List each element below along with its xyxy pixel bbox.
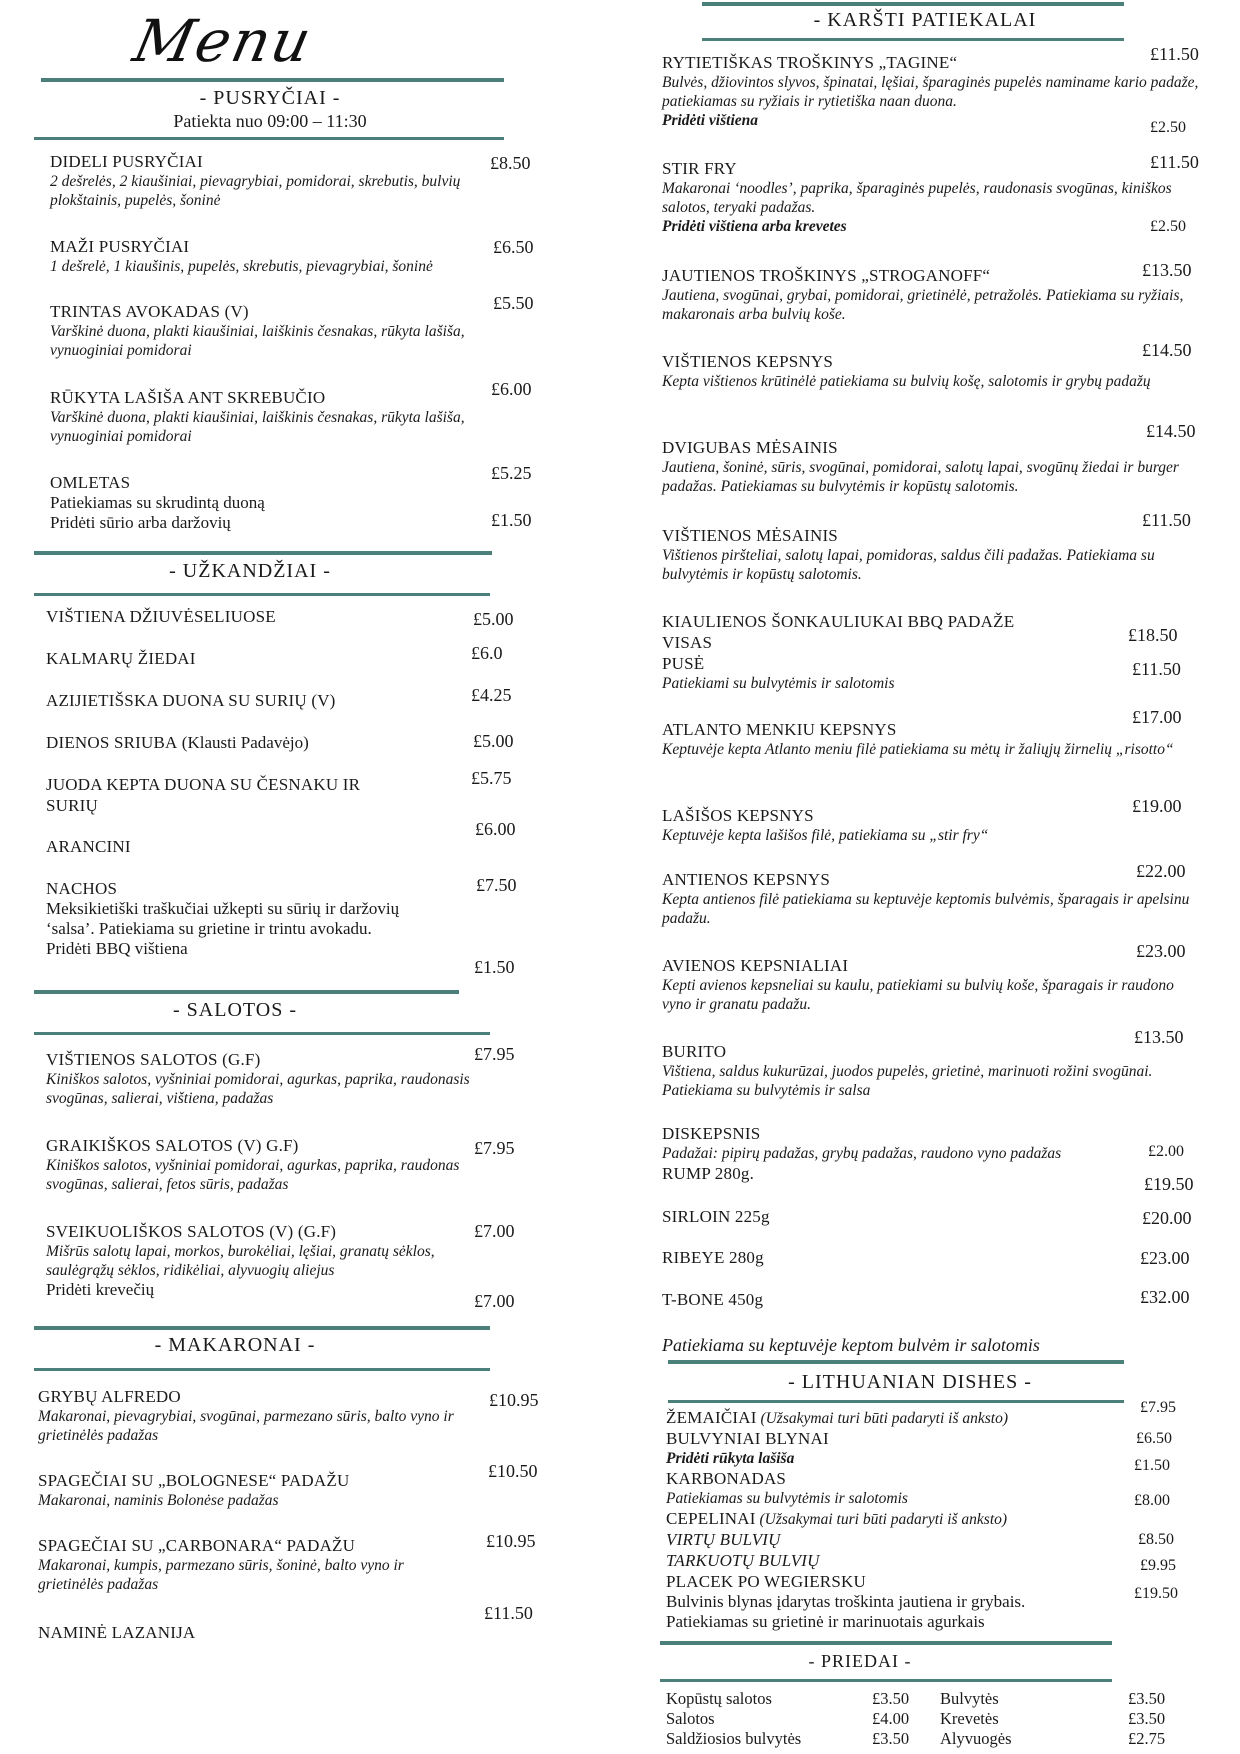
item-desc: Keptuvėje kepta Atlanto meniu filė patiekiama su mėtų ir žaliųjų žirnelių „risotto“ [662,741,1174,758]
menu-item [46,878,426,959]
item-desc: Padažai: pipirų padažas, grybų padažas, raudono vyno padažas [662,1145,1062,1162]
item-desc: Varškinė duona, plakti kiaušiniai, laiškinis česnakas, rūkyta lašiša, vynuoginiai pomidorai [50,409,465,445]
item-name: JUODA KEPTA DUONA SU ČESNAKU IR SURIŲ [46,775,361,815]
section-heading-breakfast: - PUSRYČIAI - [199,87,341,109]
item-name: ŽEMAIČIAI [666,1408,757,1427]
menu-item [662,265,1202,324]
menu-item [50,472,490,533]
menu-title: Menu [127,7,319,75]
section-heading-snacks: - UŽKANDŽIAI - [169,560,331,582]
sides-prices-right [1128,1689,1165,1749]
item-desc: 2 dešrelės, 2 kiaušiniai, pievagrybiai, pomidorai, skrebutis, bulvių plokštainis, pupelės, šoninė [50,173,461,209]
item-desc: Kepta antienos filė patiekiama su keptuvėje keptomis bulvėmis, šparagais ir apelsinu padažu. [662,891,1190,927]
item-name: SIRLOIN 225g [662,1207,770,1226]
item-price: £14.50 [1146,421,1196,441]
item-variant: VISAS [662,633,713,652]
addon-price: £7.00 [474,1291,515,1311]
item-name: JAUTIENOS TROŠKINYS „STROGANOFF“ [662,266,991,285]
item-desc: Patiekiamas su skrudintą duoną [50,493,265,512]
section-heading-sides: - PRIEDAI - [808,1651,912,1671]
item-variant: RUMP 280g. [662,1164,755,1183]
item-price: £6.00 [491,379,532,399]
item-desc: Makaronai, kumpis, parmezano sūris, šoninė, balto vyno ir grietinėlės padažas [38,1557,404,1593]
addon-price: £2.50 [1150,218,1186,235]
item-variant: VIRTŲ BULVIŲ [666,1530,781,1549]
menu-item [662,611,1142,693]
divider [668,1360,1124,1364]
menu-item [50,387,490,446]
addon-price: £1.50 [491,510,532,530]
item-addon: Pridėti vištiena arba krevetes [662,218,847,235]
item-note: (Užsakymai turi būti padaryti iš anksto) [756,1410,1008,1427]
menu-item [38,1386,468,1445]
item-addon: Pridėti rūkyta lašiša [666,1450,795,1467]
item-addon: Pridėti krevečių [46,1280,155,1299]
menu-item [662,351,1172,391]
divider [34,1368,490,1371]
item-price: £22.00 [1136,861,1186,881]
item-desc: Jautiena, šoninė, sūris, svogūnai, pomidorai, salotų lapai, svogūnų žiedai ir burger padažas. Patiekiamas su bulvytėmis ir kopūstų salotomis. [662,459,1179,495]
item-name: GRYBŲ ALFREDO [38,1387,181,1406]
item-name: MAŽI PUSRYČIAI [50,237,190,256]
item-name: BURITO [662,1042,727,1061]
item-addon: Pridėti vištiena [662,112,759,129]
item-price: £18.50 [1128,625,1178,645]
side-item: Alyvuogės [940,1729,1012,1748]
item-name: DIDELI PUSRYČIAI [50,152,203,171]
side-price: £3.50 [1128,1689,1166,1708]
item-price: £4.25 [471,685,512,705]
item-name: BULVYNIAI BLYNAI [666,1429,829,1448]
item-price: £19.50 [1144,1174,1194,1194]
side-price: £3.50 [872,1689,910,1708]
item-price: £11.50 [1142,510,1191,530]
item-price: £7.95 [474,1044,515,1064]
item-name: ANTIENOS KEPSNYS [662,870,831,889]
item-addon: Pridėti sūrio arba daržovių [50,513,231,532]
item-name: PLACEK PO WEGIERSKU [666,1572,866,1591]
item-desc: Makaronai, pievagrybiai, svogūnai, parmezano sūris, balto vyno ir grietinėlės padažas [38,1408,454,1444]
lithuanian-list [666,1407,1106,1632]
addon-price: £2.50 [1150,119,1186,136]
side-item: Bulvytės [940,1689,999,1708]
item-desc: Keptuvėje kepta lašišos filė, patiekiama su „stir fry“ [662,827,989,844]
item-desc: 1 dešrelė, 1 kiaušinis, pupelės, skrebutis, pievagrybiai, šoninė [50,258,433,275]
item-name: RYTIETIŠKAS TROŠKINYS „TAGINE“ [662,53,958,72]
menu-item [38,1535,468,1594]
divider [660,1679,1112,1682]
section-heading-salads: - SALOTOS - [173,999,297,1021]
item-desc: Mišrūs salotų lapai, morkos, burokėliai, lęšiai, granatų sėklos, saulėgrąžų sėklos, ridikėliai, alyvuogių aliejus [46,1243,435,1279]
menu-item [662,158,1202,236]
item-desc: Bulvinis blynas įdarytas troškinta jautiena ir grybais. [666,1592,1026,1611]
item-name: SPAGEČIAI SU „CARBONARA“ PADAŽU [38,1536,356,1555]
item-price: £10.50 [488,1461,538,1481]
item-price: £6.50 [1136,1430,1172,1447]
item-price: £8.00 [1134,1492,1170,1509]
item-price: £6.0 [471,643,503,663]
item-name: ATLANTO MENKIU KEPSNYS [662,720,897,739]
item-note: (Klausti Padavėjo) [177,733,309,752]
item-price: £11.50 [484,1603,533,1623]
item-name: OMLETAS [50,473,131,492]
item-price: £23.00 [1136,941,1186,961]
menu-item [38,1470,468,1510]
item-price: £8.50 [490,153,531,173]
menu-item [50,151,490,210]
item-desc: Patiekiamas su bulvytėmis ir salotomis [666,1490,908,1507]
divider [34,551,492,555]
menu-item [662,869,1202,928]
item-name: AZIJIETIŠSKA DUONA SU SURIŲ (V) [46,691,336,710]
side-item: Salotos [666,1709,715,1728]
sides-list-right [940,1689,1012,1749]
divider [660,1641,1112,1645]
menu-item [662,437,1202,496]
item-name: KALMARŲ ŽIEDAI [46,649,196,668]
divider [668,1400,1124,1403]
item-price: £5.50 [493,293,534,313]
item-name: VIŠTIENOS KEPSNYS [662,352,834,371]
item-price: £10.95 [489,1390,539,1410]
item-price: £32.00 [1140,1287,1190,1307]
item-name: KARBONADAS [666,1469,787,1488]
menu-item [662,52,1202,130]
item-variant: TARKUOTŲ BULVIŲ [666,1551,820,1570]
side-item: Krevetės [940,1709,999,1728]
menu-item [662,1041,1202,1100]
item-name: DIENOS SRIUBA [46,733,178,752]
menu-item [662,525,1202,584]
item-name: LAŠIŠOS KEPSNYS [662,806,814,825]
item-name: ARANCINI [46,837,131,856]
item-name: DISKEPSNIS [662,1124,761,1143]
item-price: £19.00 [1132,796,1182,816]
divider [34,137,504,140]
item-name: NAMINĖ LAZANIJA [38,1623,196,1642]
addon-price: £1.50 [1134,1457,1170,1474]
side-price: £3.50 [872,1729,910,1748]
item-name: RŪKYTA LAŠIŠA ANT SKREBUČIO [50,388,326,407]
item-desc: Vištiena, saldus kukurūzai, juodos pupelės, grietinė, marinuoti rožini svogūnai. Patiekiama su bulvytėmis ir salsa [662,1063,1153,1099]
item-price: £8.50 [1138,1531,1174,1548]
item-variant: PUSĖ [662,654,705,673]
menu-item [46,1135,476,1194]
menu-item [50,301,490,360]
side-price: £3.50 [1128,1709,1166,1728]
item-price: £9.95 [1140,1557,1176,1574]
divider [702,38,1124,41]
item-price: £5.75 [471,768,512,788]
side-item: Saldžiosios bulvytės [666,1729,802,1748]
item-desc: Meksikietiški traškučiai užkepti su sūrių ir daržovių ‘salsa’. Patiekiama su grietine ir trintu avokadu. [46,899,400,938]
item-desc: Patiekiamas su grietinė ir marinuotais agurkais [666,1612,985,1631]
breakfast-hours: Patiekta nuo 09:00 – 11:30 [173,111,367,131]
menu-item [46,732,309,753]
item-name: DVIGUBAS MĖSAINIS [662,438,838,457]
item-price: £20.00 [1142,1208,1192,1228]
item-price: £23.00 [1140,1248,1190,1268]
item-name: SPAGEČIAI SU „BOLOGNESE“ PADAŽU [38,1471,350,1490]
divider [34,1326,490,1330]
item-price: £7.95 [1140,1399,1176,1416]
item-price: £5.25 [491,463,532,483]
item-price: £6.00 [475,819,516,839]
item-price: £10.95 [486,1531,536,1551]
menu-item [662,805,1202,845]
item-desc: Vištienos piršteliai, salotų lapai, pomidoras, saldus čili padažas. Patiekiama su bulvytėmis ir kopūstų salotomis. [662,547,1155,583]
side-price: £4.00 [872,1709,910,1728]
item-name: CEPELINAI [666,1509,756,1528]
side-item: Kopūstų salotos [666,1689,772,1708]
item-price: £13.50 [1134,1027,1184,1047]
item-price: £19.50 [1134,1585,1178,1602]
item-name: RIBEYE 280g [662,1248,764,1267]
item-name: STIR FRY [662,159,737,178]
item-price: £11.50 [1150,44,1199,64]
item-name: NACHOS [46,879,118,898]
item-price: £7.50 [476,875,517,895]
item-addon: Pridėti BBQ vištiena [46,939,188,958]
menu-item [662,719,1202,759]
menu-item [662,1123,1132,1184]
divider [702,2,1124,6]
item-price: £14.50 [1142,340,1192,360]
steak-note: Patiekiama su keptuvėje keptom bulvėm ir salotomis [662,1335,1040,1355]
section-heading-hot: - KARŠTI PATIEKALAI [813,9,1037,31]
item-desc: Makaronai, naminis Bolonėse padažas [38,1492,279,1509]
menu-item [46,1049,476,1108]
item-name: VIŠTIENA DŽIUVĖSELIUOSE [46,607,276,626]
addon-price: £2.00 [1148,1143,1184,1160]
menu-item [46,1221,491,1300]
item-price: £11.50 [1150,152,1199,172]
item-desc: Kepta vištienos krūtinėlė patiekiama su bulvių košę, salotomis ir grybų padažų [662,373,1151,390]
item-desc: Kiniškos salotos, vyšniniai pomidorai, agurkas, paprika, raudonas svogūnas, salierai, fetos sūris, padažas [46,1157,460,1193]
divider [34,593,490,596]
divider [41,78,504,82]
item-name: T-BONE 450g [662,1290,764,1309]
item-price: £5.00 [473,609,514,629]
sides-prices-left [872,1689,909,1749]
item-name: VIŠTIENOS SALOTOS (G.F) [46,1050,261,1069]
divider [34,990,459,994]
item-desc: Bulvės, džiovintos slyvos, špinatai, lęšiai, šparaginės pupelės naminame kario padaže, patiekiamas su ryžiais ir rytietiška naan duona. [662,74,1199,110]
section-heading-lithuanian: - LITHUANIAN DISHES - [788,1371,1032,1393]
item-price: £13.50 [1142,260,1192,280]
menu-item [50,236,490,276]
item-name: AVIENOS KEPSNIALIAI [662,956,849,975]
item-name: SVEIKUOLIŠKOS SALOTOS (V) (G.F) [46,1222,337,1241]
menu-item [662,955,1202,1014]
item-desc: Makaronai ‘noodles’, paprika, šparaginės pupelės, raudonasis svogūnas, kiniškos salotos, teryaki padažas. [662,180,1172,216]
item-desc: Jautiena, svogūnai, grybai, pomidorai, grietinėlė, petražolės. Patiekiama su ryžiais, makaronais arba bulvių koše. [662,287,1184,323]
item-desc: Kepti avienos kepsneliai su kaulu, patiekiami su bulvių koše, šparagais ir raudono vyno ir granatu padažu. [662,977,1174,1013]
item-price: £7.00 [474,1221,515,1241]
addon-price: £1.50 [474,957,515,977]
item-name: TRINTAS AVOKADAS (V) [50,302,249,321]
item-name: VIŠTIENOS MĖSAINIS [662,526,838,545]
item-note: (Užsakymai turi būti padaryti iš anksto) [755,1511,1008,1528]
item-price: £11.50 [1132,659,1181,679]
item-desc: Patiekiami su bulvytėmis ir salotomis [662,675,895,692]
section-heading-pasta: - MAKARONAI - [154,1334,316,1356]
divider [34,1032,490,1035]
item-desc: Kiniškos salotos, vyšniniai pomidorai, agurkas, paprika, raudonasis svogūnas, salierai, vištiena, padažas [46,1071,470,1107]
side-price: £2.75 [1128,1729,1166,1748]
item-price: £17.00 [1132,707,1182,727]
item-name: GRAIKIŠKOS SALOTOS (V) G.F) [46,1136,299,1155]
item-price: £5.00 [473,731,514,751]
item-price: £6.50 [493,237,534,257]
item-price: £7.95 [474,1138,515,1158]
item-name: KIAULIENOS ŠONKAULIUKAI BBQ PADAŽE [662,612,1015,631]
item-desc: Varškinė duona, plakti kiaušiniai, laiškinis česnakas, rūkyta lašiša, vynuoginiai pomidorai [50,323,465,359]
